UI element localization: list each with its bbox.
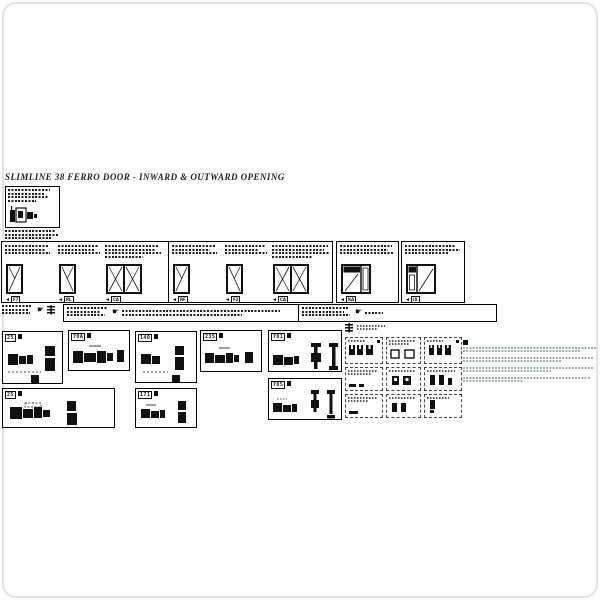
marker-square [377,340,380,343]
elevation-box-sidelight-left [336,241,399,303]
detail-scale-icon [154,391,158,396]
note-marker-square [463,340,468,345]
profile-glyphs [389,402,413,413]
detail-box-785 [268,378,342,420]
arrow-left-icon: ◄ [340,296,345,303]
profile-glyphs [427,400,447,413]
profile-glyphs [427,374,457,386]
panel-spec-text [105,245,165,261]
door-elevation-single-right [226,264,243,294]
profile-stack-icon [345,323,354,333]
door-code-badge: RL [65,297,72,302]
profile-glyphs [389,349,417,359]
detail-box-25b [2,388,115,428]
panel-spec-text [405,245,463,261]
arrow-left-icon: ◄ [225,296,230,303]
door-elevation-sidelight [406,264,436,294]
elevation-box-inward [1,241,333,303]
door-panel [5,245,55,303]
arrow-left-icon: ◄ [172,296,177,303]
detail-scale-icon [18,334,22,339]
legend-text-line [8,189,50,191]
detail-box-781 [268,330,342,372]
door-panel [172,245,222,303]
detail-box-235 [200,330,262,372]
parts-grid [345,323,463,422]
pointer-hand-icon: ☛ [37,305,45,314]
legend-text-line [8,196,48,198]
panel-spec-text [225,245,271,261]
arrow-left-icon: ◄ [5,296,10,303]
arrow-left-icon: ◄ [58,296,63,303]
door-panel [105,245,165,303]
note-text [67,307,109,318]
elevation-box-sidelight-right [401,241,465,303]
detail-label: 70A [73,334,84,340]
door-elevation-sidelight [341,264,371,294]
detail-scale-icon [219,333,223,338]
door-code-badge: F7 [12,297,19,302]
legend-subnotes [5,230,65,241]
detail-label: 785 [273,382,284,388]
section-detail-drawing [71,341,129,371]
door-code-badge: F2 [232,297,239,302]
detail-box-140 [135,331,197,383]
side-notes [463,340,598,384]
detail-label: 25 [7,335,14,341]
panel-spec-text [5,245,55,261]
profile-glyphs [427,343,457,356]
profile-glyphs [389,374,417,386]
pointer-hand-icon: ☛ [112,307,120,316]
door-elevation-single-left [173,264,190,294]
panel-spec-text [340,245,396,261]
section-detail-drawing [271,341,341,372]
section-detail-drawing [138,399,196,428]
note-bar [63,304,497,322]
door-panel [272,245,332,303]
detail-box-25 [2,331,63,384]
note-text [2,305,34,316]
note-text [302,307,352,318]
detail-box-171 [135,388,197,428]
door-panel [405,245,463,303]
parts-cell [345,394,383,418]
section-detail-drawing [5,342,62,384]
detail-scale-icon [287,333,291,338]
note-group-center [64,305,299,321]
panel-spec-text [58,245,104,261]
door-panel [340,245,396,303]
arrow-left-icon: ◄ [405,296,410,303]
parts-cell [386,337,421,364]
parts-cell [424,394,462,418]
legend-text-line [8,193,44,195]
door-elevation-single-right [59,264,76,294]
parts-cell [345,367,383,391]
panel-spec-text [172,245,222,261]
parts-cell [424,337,462,364]
door-code-badge: KA [347,297,355,302]
profile-stack-icon [47,305,56,315]
detail-label: 25 [7,392,14,398]
parts-cell [345,337,383,364]
door-elevation-single-left [6,264,23,294]
door-code-badge: RF [179,297,186,302]
pointer-hand-icon: ☛ [355,307,363,316]
divider [168,242,169,302]
profile-glyphs [348,409,368,416]
door-elevation-double [273,264,309,294]
legend-text-line [8,200,36,202]
note-text [365,307,389,316]
door-code-badge: CA [112,297,119,302]
legend-box [5,186,60,228]
note-line [5,230,55,232]
section-detail-drawing [271,389,341,420]
profile-glyphs [348,381,374,389]
door-code-badge: IX [412,297,418,302]
note-group-left [2,305,60,321]
note-line [5,234,59,236]
detail-scale-icon [287,381,291,386]
detail-label: 140 [140,335,151,341]
parts-cell [424,367,462,391]
detail-scale-icon [154,334,158,339]
parts-cell [386,394,421,418]
panel-spec-text [272,245,332,261]
detail-label: 171 [140,392,151,398]
note-group-right [299,305,496,321]
hinge-assembly-drawing [9,205,39,224]
door-elevation-double [106,264,142,294]
detail-label: 235 [205,334,216,340]
door-panel [225,245,271,303]
note-line [5,237,51,239]
door-panel [58,245,104,303]
section-detail-drawing [5,399,114,428]
arrow-left-icon: ◄ [272,296,277,303]
detail-scale-icon [18,391,22,396]
note-text [122,307,282,317]
detail-scale-icon [87,333,91,338]
parts-grid-header [345,323,387,333]
profile-glyphs [348,343,378,356]
detail-label: 781 [273,334,284,340]
section-detail-drawing [203,341,261,372]
marker-square [456,340,459,343]
parts-cell [386,367,421,391]
page-title: SLIMLINE 38 FERRO DOOR - INWARD & OUTWARD OPENING [5,172,285,182]
door-code-badge: CA [279,297,286,302]
detail-box-70A [68,330,130,371]
section-detail-drawing [138,342,196,383]
arrow-left-icon: ◄ [105,296,110,303]
